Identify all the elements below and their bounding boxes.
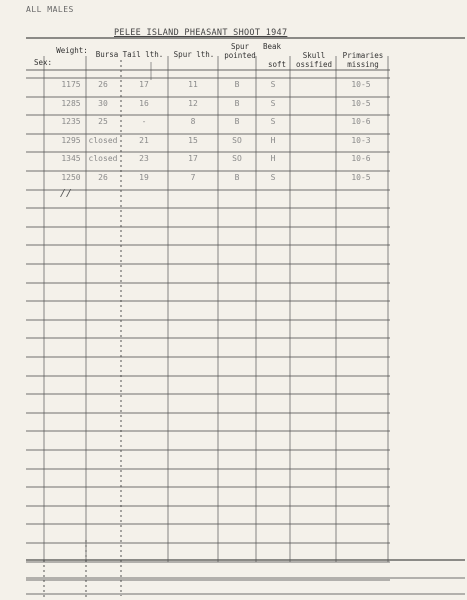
- header-sex: Sex:: [33, 58, 53, 67]
- table-cell: closed: [88, 135, 118, 145]
- table-cell: 10-5: [351, 80, 371, 89]
- table-cell: 10-6: [351, 117, 371, 127]
- table-cell: 15: [188, 135, 198, 145]
- table-cell: B: [234, 80, 240, 89]
- table-cell: 23: [139, 154, 149, 164]
- header-primaries-line1: Primaries: [342, 51, 384, 60]
- table-cell: 16: [139, 98, 149, 108]
- table-cell: 1175: [61, 80, 81, 89]
- table-cell: SO: [232, 154, 242, 164]
- table-cell: 10-3: [351, 135, 371, 145]
- table-cell: S: [270, 173, 276, 182]
- table-cell: 10-5: [351, 173, 371, 182]
- table-cell: 10-6: [351, 154, 371, 164]
- table-cell: H: [270, 154, 276, 164]
- header-spur-pointed-line2: pointed: [224, 51, 256, 60]
- table-cell: 7: [190, 173, 196, 182]
- header-bursa: Bursa: [95, 50, 119, 59]
- table-cell: SO: [232, 135, 242, 145]
- table-cell: -: [141, 117, 147, 127]
- header-skull-line2: ossified: [295, 60, 333, 69]
- table-cell: B: [234, 117, 240, 127]
- table-cell: 30: [98, 98, 108, 108]
- table-cell: H: [270, 135, 276, 145]
- table-cell: S: [270, 80, 276, 89]
- table-cell: 1250: [61, 173, 81, 182]
- table-cell: 1345: [61, 154, 81, 164]
- table-cell: B: [234, 173, 240, 182]
- header-note: ALL MALES: [26, 5, 74, 14]
- header-tail: Tail lth.: [122, 50, 164, 59]
- table-cell: closed: [88, 154, 118, 164]
- table-cell: 25: [98, 117, 108, 127]
- header-spur-length: Spur lth.: [173, 50, 215, 59]
- table-cell: S: [270, 98, 276, 108]
- table-cell: 17: [139, 80, 149, 89]
- header-beak-line2: soft: [267, 60, 287, 69]
- table-cell: 1285: [61, 98, 81, 108]
- header-skull-line1: Skull: [302, 51, 326, 60]
- header-beak-line1: Beak: [262, 42, 282, 51]
- header-spur-pointed-line1: Spur: [230, 42, 250, 51]
- table-cell: 1295: [61, 135, 81, 145]
- table-cell: 26: [98, 173, 108, 182]
- table-cell: 11: [188, 80, 198, 89]
- header-weight: Weight:: [56, 46, 88, 55]
- table-cell: B: [234, 98, 240, 108]
- table-cell: 26: [98, 80, 108, 89]
- tally-mark: //: [60, 188, 73, 199]
- sheet-title: PELEE ISLAND PHEASANT SHOOT 1947: [114, 28, 288, 38]
- header-primaries-line2: missing: [347, 60, 379, 69]
- table-cell: 1235: [61, 117, 81, 127]
- table-cell: 17: [188, 154, 198, 164]
- table-cell: 12: [188, 98, 198, 108]
- table-cell: 19: [139, 173, 149, 182]
- table-cell: 8: [190, 117, 196, 127]
- table-cell: 21: [139, 135, 149, 145]
- table-cell: 10-5: [351, 98, 371, 108]
- table-cell: S: [270, 117, 276, 127]
